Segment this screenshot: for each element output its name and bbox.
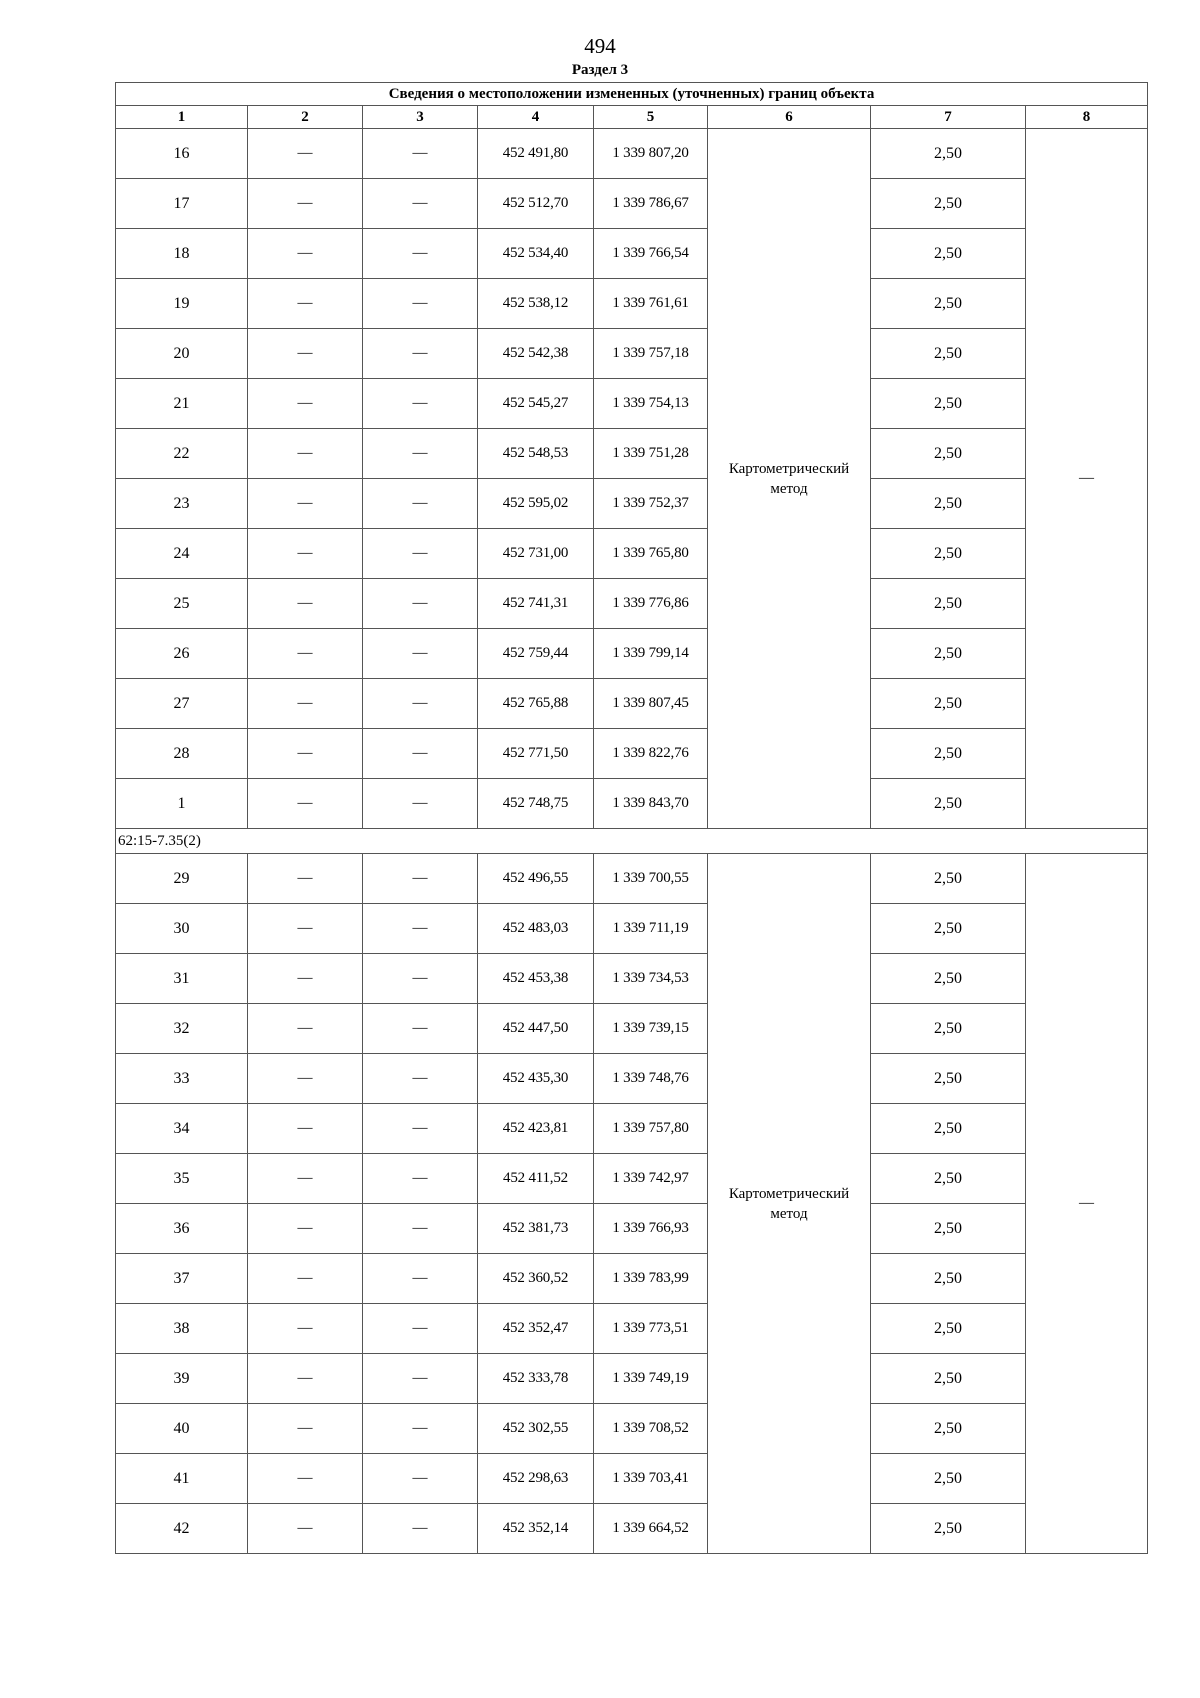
point-number-cell: 39: [116, 1354, 248, 1404]
accuracy-cell: 2,50: [871, 1154, 1026, 1204]
accuracy-cell: 2,50: [871, 229, 1026, 279]
y-coordinate-cell: 1 339 757,80: [594, 1104, 708, 1154]
accuracy-cell: 2,50: [871, 1004, 1026, 1054]
x-coordinate-cell: 452 545,27: [478, 379, 594, 429]
x-coordinate-cell: 452 542,38: [478, 329, 594, 379]
table-row: [116, 329, 1148, 379]
point-number-cell: 22: [116, 429, 248, 479]
table-row: [116, 179, 1148, 229]
column-2-cell: —: [248, 1204, 363, 1254]
column-3-cell: —: [363, 1004, 478, 1054]
x-coordinate-cell: 452 771,50: [478, 729, 594, 779]
table-row: [116, 904, 1148, 954]
column-header: 1: [116, 106, 248, 129]
y-coordinate-cell: 1 339 703,41: [594, 1454, 708, 1504]
point-number-cell: 41: [116, 1454, 248, 1504]
column-header: 6: [708, 106, 871, 129]
y-coordinate-cell: 1 339 766,54: [594, 229, 708, 279]
x-coordinate-cell: 452 352,14: [478, 1504, 594, 1554]
accuracy-cell: 2,50: [871, 429, 1026, 479]
table-row: [116, 1154, 1148, 1204]
accuracy-cell: 2,50: [871, 1254, 1026, 1304]
x-coordinate-cell: 452 548,53: [478, 429, 594, 479]
y-coordinate-cell: 1 339 761,61: [594, 279, 708, 329]
column-2-cell: —: [248, 279, 363, 329]
coordinates-table: [115, 82, 1148, 1554]
accuracy-cell: 2,50: [871, 529, 1026, 579]
accuracy-cell: 2,50: [871, 1404, 1026, 1454]
column-3-cell: —: [363, 954, 478, 1004]
x-coordinate-cell: 452 333,78: [478, 1354, 594, 1404]
y-coordinate-cell: 1 339 786,67: [594, 179, 708, 229]
table-row: [116, 429, 1148, 479]
column-3-cell: —: [363, 179, 478, 229]
column-3-cell: —: [363, 1304, 478, 1354]
table-row: [116, 1504, 1148, 1554]
column-header: 5: [594, 106, 708, 129]
column-2-cell: —: [248, 679, 363, 729]
x-coordinate-cell: 452 453,38: [478, 954, 594, 1004]
column-3-cell: —: [363, 904, 478, 954]
column-3-cell: —: [363, 629, 478, 679]
table-row: [116, 779, 1148, 829]
y-coordinate-cell: 1 339 752,37: [594, 479, 708, 529]
column-2-cell: —: [248, 129, 363, 179]
x-coordinate-cell: 452 496,55: [478, 854, 594, 904]
column-3-cell: —: [363, 129, 478, 179]
column-2-cell: —: [248, 479, 363, 529]
y-coordinate-cell: 1 339 765,80: [594, 529, 708, 579]
column-3-cell: —: [363, 1104, 478, 1154]
column-3-cell: —: [363, 579, 478, 629]
table-row: [116, 1054, 1148, 1104]
point-number-cell: 1: [116, 779, 248, 829]
point-number-cell: 35: [116, 1154, 248, 1204]
x-coordinate-cell: 452 352,47: [478, 1304, 594, 1354]
x-coordinate-cell: 452 447,50: [478, 1004, 594, 1054]
table-row: [116, 579, 1148, 629]
table-row: [116, 229, 1148, 279]
column-2-cell: —: [248, 329, 363, 379]
point-number-cell: 24: [116, 529, 248, 579]
table-row: [116, 379, 1148, 429]
accuracy-cell: 2,50: [871, 1354, 1026, 1404]
point-number-cell: 18: [116, 229, 248, 279]
point-number-cell: 42: [116, 1504, 248, 1554]
accuracy-cell: 2,50: [871, 954, 1026, 1004]
accuracy-cell: 2,50: [871, 479, 1026, 529]
x-coordinate-cell: 452 483,03: [478, 904, 594, 954]
x-coordinate-cell: 452 748,75: [478, 779, 594, 829]
column-3-cell: —: [363, 229, 478, 279]
accuracy-cell: 2,50: [871, 779, 1026, 829]
x-coordinate-cell: 452 512,70: [478, 179, 594, 229]
table-row: [116, 1454, 1148, 1504]
accuracy-cell: 2,50: [871, 854, 1026, 904]
column-3-cell: —: [363, 1354, 478, 1404]
y-coordinate-cell: 1 339 783,99: [594, 1254, 708, 1304]
x-coordinate-cell: 452 381,73: [478, 1204, 594, 1254]
point-number-cell: 27: [116, 679, 248, 729]
accuracy-cell: 2,50: [871, 1304, 1026, 1354]
x-coordinate-cell: 452 435,30: [478, 1054, 594, 1104]
y-coordinate-cell: 1 339 734,53: [594, 954, 708, 1004]
column-2-cell: —: [248, 854, 363, 904]
point-number-cell: 34: [116, 1104, 248, 1154]
column-2-cell: —: [248, 429, 363, 479]
table-row: [116, 1354, 1148, 1404]
column-2-cell: —: [248, 1054, 363, 1104]
column-header: 3: [363, 106, 478, 129]
group-label-row: [116, 829, 1148, 854]
accuracy-cell: 2,50: [871, 629, 1026, 679]
y-coordinate-cell: 1 339 700,55: [594, 854, 708, 904]
point-number-cell: 20: [116, 329, 248, 379]
point-number-cell: 17: [116, 179, 248, 229]
table-row: [116, 854, 1148, 904]
column-2-cell: —: [248, 529, 363, 579]
y-coordinate-cell: 1 339 773,51: [594, 1304, 708, 1354]
point-number-cell: 38: [116, 1304, 248, 1354]
point-number-cell: 40: [116, 1404, 248, 1454]
column-3-cell: —: [363, 1404, 478, 1454]
point-number-cell: 19: [116, 279, 248, 329]
column-2-cell: —: [248, 229, 363, 279]
group-label: 62:15-7.35(2): [116, 829, 1148, 854]
x-coordinate-cell: 452 741,31: [478, 579, 594, 629]
y-coordinate-cell: 1 339 807,45: [594, 679, 708, 729]
accuracy-cell: 2,50: [871, 279, 1026, 329]
table-body: [116, 129, 1148, 1554]
column-3-cell: —: [363, 779, 478, 829]
accuracy-cell: 2,50: [871, 679, 1026, 729]
column-2-cell: —: [248, 379, 363, 429]
y-coordinate-cell: 1 339 748,76: [594, 1054, 708, 1104]
x-coordinate-cell: 452 423,81: [478, 1104, 594, 1154]
column-header: 7: [871, 106, 1026, 129]
column-2-cell: —: [248, 1454, 363, 1504]
point-number-cell: 36: [116, 1204, 248, 1254]
y-coordinate-cell: 1 339 799,14: [594, 629, 708, 679]
accuracy-cell: 2,50: [871, 729, 1026, 779]
column-3-cell: —: [363, 729, 478, 779]
x-coordinate-cell: 452 411,52: [478, 1154, 594, 1204]
x-coordinate-cell: 452 765,88: [478, 679, 594, 729]
page-number: 494: [584, 34, 616, 58]
point-number-cell: 23: [116, 479, 248, 529]
table-row: [116, 279, 1148, 329]
accuracy-cell: 2,50: [871, 904, 1026, 954]
column-3-cell: —: [363, 854, 478, 904]
method-cell: Картометрический метод: [708, 854, 871, 1554]
column-8-cell: —: [1026, 854, 1148, 1554]
x-coordinate-cell: 452 595,02: [478, 479, 594, 529]
point-number-cell: 32: [116, 1004, 248, 1054]
column-2-cell: —: [248, 579, 363, 629]
y-coordinate-cell: 1 339 754,13: [594, 379, 708, 429]
x-coordinate-cell: 452 298,63: [478, 1454, 594, 1504]
y-coordinate-cell: 1 339 757,18: [594, 329, 708, 379]
column-2-cell: —: [248, 1254, 363, 1304]
column-header-row: [116, 106, 1148, 129]
column-3-cell: —: [363, 429, 478, 479]
table-row: [116, 1204, 1148, 1254]
y-coordinate-cell: 1 339 664,52: [594, 1504, 708, 1554]
accuracy-cell: 2,50: [871, 379, 1026, 429]
table-row: [116, 129, 1148, 179]
column-3-cell: —: [363, 329, 478, 379]
table-row: [116, 1004, 1148, 1054]
accuracy-cell: 2,50: [871, 1054, 1026, 1104]
column-3-cell: —: [363, 1254, 478, 1304]
point-number-cell: 28: [116, 729, 248, 779]
point-number-cell: 31: [116, 954, 248, 1004]
accuracy-cell: 2,50: [871, 329, 1026, 379]
table-row: [116, 629, 1148, 679]
x-coordinate-cell: 452 731,00: [478, 529, 594, 579]
column-3-cell: —: [363, 1054, 478, 1104]
column-3-cell: —: [363, 379, 478, 429]
table-row: [116, 529, 1148, 579]
column-3-cell: —: [363, 529, 478, 579]
table-row: [116, 479, 1148, 529]
column-header: 4: [478, 106, 594, 129]
point-number-cell: 30: [116, 904, 248, 954]
table-row: [116, 1404, 1148, 1454]
column-2-cell: —: [248, 629, 363, 679]
column-2-cell: —: [248, 1304, 363, 1354]
column-3-cell: —: [363, 1504, 478, 1554]
column-2-cell: —: [248, 1004, 363, 1054]
point-number-cell: 29: [116, 854, 248, 904]
column-3-cell: —: [363, 1454, 478, 1504]
table-row: [116, 1254, 1148, 1304]
column-2-cell: —: [248, 1404, 363, 1454]
table-row: [116, 679, 1148, 729]
x-coordinate-cell: 452 538,12: [478, 279, 594, 329]
column-2-cell: —: [248, 1504, 363, 1554]
accuracy-cell: 2,50: [871, 1504, 1026, 1554]
column-2-cell: —: [248, 779, 363, 829]
table-row: [116, 729, 1148, 779]
column-2-cell: —: [248, 954, 363, 1004]
column-2-cell: —: [248, 1104, 363, 1154]
column-8-cell: —: [1026, 129, 1148, 829]
y-coordinate-cell: 1 339 708,52: [594, 1404, 708, 1454]
table-row: [116, 1104, 1148, 1154]
y-coordinate-cell: 1 339 739,15: [594, 1004, 708, 1054]
accuracy-cell: 2,50: [871, 1104, 1026, 1154]
y-coordinate-cell: 1 339 766,93: [594, 1204, 708, 1254]
column-3-cell: —: [363, 279, 478, 329]
accuracy-cell: 2,50: [871, 129, 1026, 179]
y-coordinate-cell: 1 339 807,20: [594, 129, 708, 179]
accuracy-cell: 2,50: [871, 179, 1026, 229]
point-number-cell: 25: [116, 579, 248, 629]
point-number-cell: 37: [116, 1254, 248, 1304]
accuracy-cell: 2,50: [871, 1454, 1026, 1504]
table-row: [116, 954, 1148, 1004]
column-3-cell: —: [363, 679, 478, 729]
column-header: 2: [248, 106, 363, 129]
column-2-cell: —: [248, 1354, 363, 1404]
y-coordinate-cell: 1 339 822,76: [594, 729, 708, 779]
y-coordinate-cell: 1 339 843,70: [594, 779, 708, 829]
y-coordinate-cell: 1 339 751,28: [594, 429, 708, 479]
column-2-cell: —: [248, 179, 363, 229]
table-row: [116, 1304, 1148, 1354]
column-2-cell: —: [248, 904, 363, 954]
x-coordinate-cell: 452 302,55: [478, 1404, 594, 1454]
x-coordinate-cell: 452 491,80: [478, 129, 594, 179]
y-coordinate-cell: 1 339 776,86: [594, 579, 708, 629]
point-number-cell: 16: [116, 129, 248, 179]
x-coordinate-cell: 452 534,40: [478, 229, 594, 279]
point-number-cell: 33: [116, 1054, 248, 1104]
y-coordinate-cell: 1 339 742,97: [594, 1154, 708, 1204]
column-3-cell: —: [363, 1154, 478, 1204]
point-number-cell: 26: [116, 629, 248, 679]
table-caption: Сведения о местоположении измененных (уточненных) границ объекта: [116, 83, 1148, 106]
x-coordinate-cell: 452 759,44: [478, 629, 594, 679]
section-title: Раздел 3: [571, 62, 629, 78]
method-cell: Картометрический метод: [708, 129, 871, 829]
column-2-cell: —: [248, 1154, 363, 1204]
column-2-cell: —: [248, 729, 363, 779]
x-coordinate-cell: 452 360,52: [478, 1254, 594, 1304]
y-coordinate-cell: 1 339 711,19: [594, 904, 708, 954]
y-coordinate-cell: 1 339 749,19: [594, 1354, 708, 1404]
column-3-cell: —: [363, 1204, 478, 1254]
column-3-cell: —: [363, 479, 478, 529]
accuracy-cell: 2,50: [871, 579, 1026, 629]
accuracy-cell: 2,50: [871, 1204, 1026, 1254]
point-number-cell: 21: [116, 379, 248, 429]
column-header: 8: [1026, 106, 1148, 129]
